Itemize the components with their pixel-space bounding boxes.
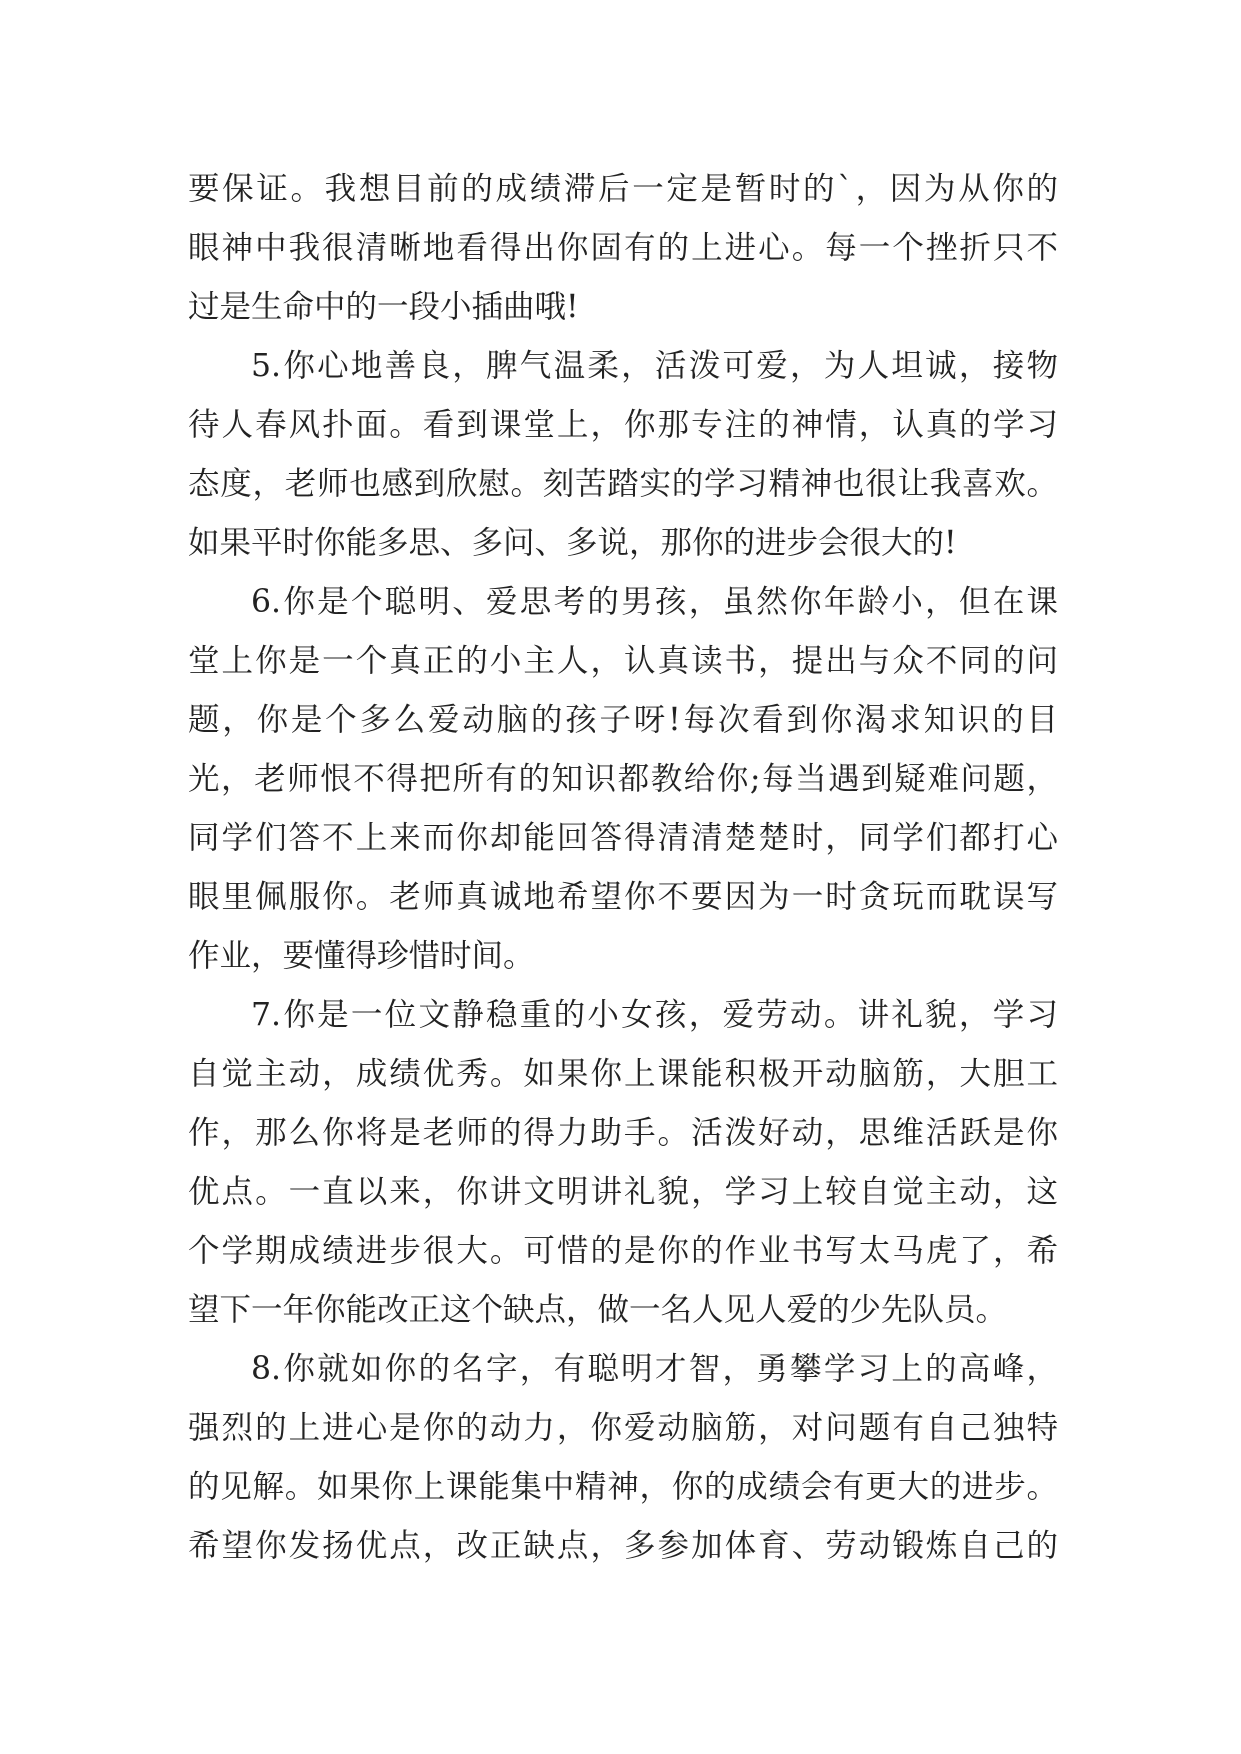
text-line: 强烈的上进心是你的动力，你爱动脑筋，对问题有自己独特 [188,1410,1058,1446]
text-line: 眼里佩服你。老师真诚地希望你不要因为一时贪玩而耽误写 [188,879,1058,915]
text-line: 优点。一直以来，你讲文明讲礼貌，学习上较自觉主动，这 [188,1174,1058,1210]
text-line: 5.你心地善良，脾气温柔，活泼可爱，为人坦诚，接物 [251,348,1058,384]
text-line: 如果平时你能多思、多问、多说，那你的进步会很大的! [188,525,957,561]
text-line: 同学们答不上来而你却能回答得清清楚楚时，同学们都打心 [188,820,1058,856]
text-line: 6.你是个聪明、爱思考的男孩，虽然你年龄小，但在课 [251,584,1058,620]
text-line: 自觉主动，成绩优秀。如果你上课能积极开动脑筋，大胆工 [188,1056,1058,1092]
text-line: 望下一年你能改正这个缺点，做一名人见人爱的少先队员。 [188,1292,1008,1328]
text-line: 7.你是一位文静稳重的小女孩，爱劳动。讲礼貌，学习 [251,997,1058,1033]
text-line: 作业，要懂得珍惜时间。 [188,938,535,974]
text-line: 题，你是个多么爱动脑的孩子呀!每次看到你渴求知识的目 [188,702,1058,738]
text-line: 态度，老师也感到欣慰。刻苦踏实的学习精神也很让我喜欢。 [188,466,1058,502]
text-line: 希望你发扬优点，改正缺点，多参加体育、劳动锻炼自己的 [188,1528,1058,1564]
text-line: 光，老师恨不得把所有的知识都教给你;每当遇到疑难问题， [188,761,1058,797]
text-line: 的见解。如果你上课能集中精神，你的成绩会有更大的进步。 [188,1469,1058,1505]
text-line: 待人春风扑面。看到课堂上，你那专注的神情，认真的学习 [188,407,1058,443]
text-line: 堂上你是一个真正的小主人，认真读书，提出与众不同的问 [188,643,1058,679]
text-line: 过是生命中的一段小插曲哦! [188,289,579,325]
text-line: 8.你就如你的名字，有聪明才智，勇攀学习上的高峰， [251,1351,1058,1387]
text-line: 作，那么你将是老师的得力助手。活泼好动，思维活跃是你 [188,1115,1058,1151]
text-line: 个学期成绩进步很大。可惜的是你的作业书写太马虎了，希 [188,1233,1058,1269]
document-body [188,160,1058,1576]
text-line: 眼神中我很清晰地看得出你固有的上进心。每一个挫折只不 [188,230,1058,266]
text-line: 要保证。我想目前的成绩滞后一定是暂时的`，因为从你的 [188,171,1058,207]
